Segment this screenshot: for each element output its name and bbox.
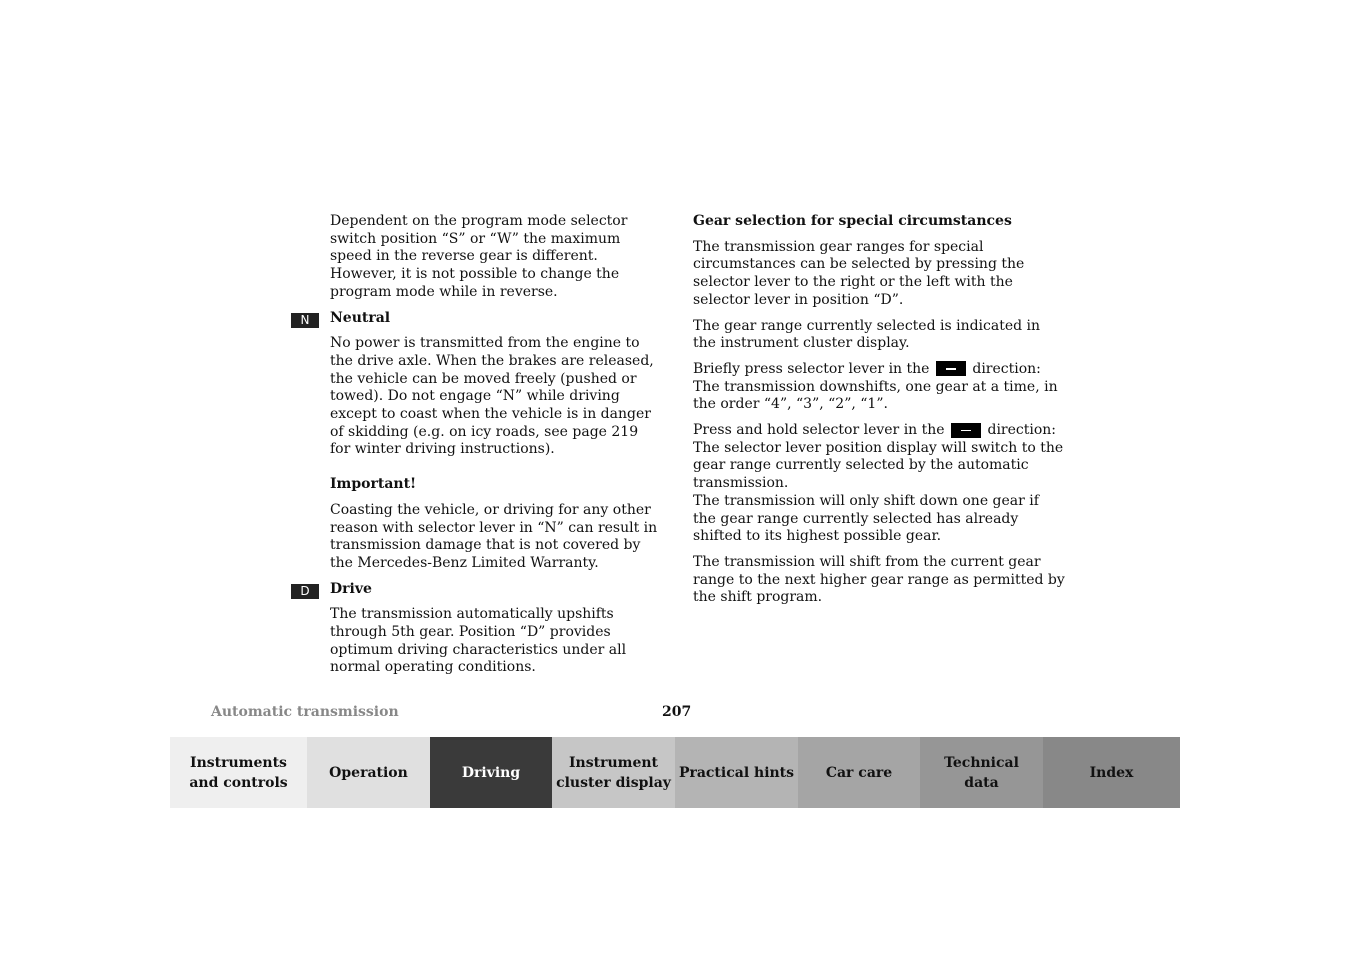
press-hold-direction: direction: xyxy=(987,422,1057,439)
press-hold-result-1: The selector lever position display will switch to the gear range currently selected by the automatic transmission. xyxy=(693,439,1064,492)
drive-position-badge: D xyxy=(291,584,319,599)
press-hold-result-2: The transmission will only shift down one gear if the gear range currently selected has already shifted to its highest possible gear. xyxy=(693,492,1039,545)
neutral-section xyxy=(300,309,660,328)
nav-tab-index[interactable]: Index xyxy=(1043,737,1180,808)
upshift-paragraph: The transmission will shift from the current gear range to the next higher gear range as permitted by the shift program. xyxy=(693,553,1065,606)
brief-press-text: Briefly press selector lever in the xyxy=(693,360,930,377)
minus-key-icon xyxy=(936,361,966,376)
nav-tab-instrument-cluster-display[interactable]: Instrument cluster display xyxy=(552,737,675,808)
drive-heading: Drive xyxy=(330,580,372,597)
page-number: 207 xyxy=(662,704,692,720)
drive-section xyxy=(300,580,660,599)
gear-selection-heading: Gear selection for special circumstances xyxy=(693,213,1012,229)
brief-press-result: The transmission downshifts, one gear at a time, in the order “4”, “3”, “2”, “1”. xyxy=(693,378,1058,413)
neutral-position-badge: N xyxy=(291,313,319,328)
neutral-heading: Neutral xyxy=(330,309,391,326)
nav-tab-driving[interactable]: Driving xyxy=(430,737,552,808)
footer-section-title: Automatic transmission xyxy=(211,704,399,720)
chapter-nav-bar xyxy=(170,737,1180,808)
left-column xyxy=(300,213,660,677)
intro-paragraph: Dependent on the program mode selector switch position “S” or “W” the maximum speed in the reverse gear is different. However, it is not possible to change the program mode while in reverse. xyxy=(330,213,628,300)
important-paragraph: Coasting the vehicle, or driving for any other reason with selector lever in “N” can result in transmission damage that is not covered by the Mercedes-Benz Limited Warranty. xyxy=(330,501,658,571)
nav-tab-car-care[interactable]: Car care xyxy=(798,737,920,808)
gear-selection-paragraph-2: The gear range currently selected is indicated in the instrument cluster display. xyxy=(693,317,1041,352)
nav-tab-instruments-and-controls[interactable]: Instruments and controls xyxy=(170,737,307,808)
gear-selection-paragraph-1: The transmission gear ranges for special circumstances can be selected by pressing the selector lever to the right or the left with the selector lever in position “D”. xyxy=(693,238,1025,308)
right-column xyxy=(693,213,1065,607)
nav-tab-practical-hints[interactable]: Practical hints xyxy=(675,737,798,808)
brief-press-paragraph xyxy=(693,361,1065,414)
important-heading: Important! xyxy=(330,476,417,493)
nav-tab-technical-data[interactable]: Technical data xyxy=(920,737,1043,808)
press-hold-text: Press and hold selector lever in the xyxy=(693,422,945,439)
press-hold-paragraph xyxy=(693,422,1065,546)
brief-press-direction: direction: xyxy=(972,360,1041,377)
nav-tab-operation[interactable]: Operation xyxy=(307,737,430,808)
drive-paragraph: The transmission automatically upshifts through 5th gear. Position “D” provides optimum driving characteristics under all normal operating conditions. xyxy=(330,606,627,676)
neutral-paragraph: No power is transmitted from the engine to the drive axle. When the brakes are released, the vehicle can be moved freely (pushed or towed). Do not engage “N” while driving except to coast when the vehicle is in danger of skidding (e.g. on icy roads, see page 219 for winter driving instructions). xyxy=(330,335,654,458)
minus-key-icon xyxy=(951,423,981,438)
